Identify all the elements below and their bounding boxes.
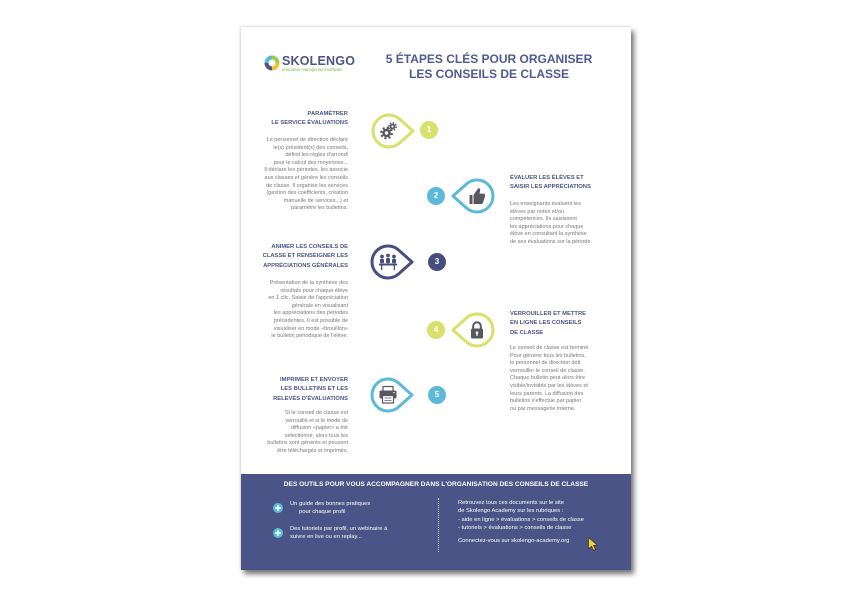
description-line: définit les règles d'arrondi [285,152,348,159]
step-icon-badge [370,244,414,280]
step-icon-badge [371,113,415,149]
step-heading-line: SAISIR LES APPRÉCIATIONS [510,184,591,191]
description-line: élève en consultant la synthèse [510,231,587,238]
step-heading [510,174,591,193]
description-line: compétences. Ils saisissent [510,216,577,223]
description-line: le personnel de direction doit [510,360,581,367]
description-line: verrouillé et si le mode de [285,417,348,424]
description-line: paramètre les bulletins. [291,205,348,212]
description-line: Pour générer tous les bulletins, [510,352,586,359]
description-line: pour le calcul des moyennes... [273,159,348,166]
step-heading-line: LES BULLETINS ET LES [280,386,348,393]
tool-line: pour chaque profil [299,509,346,516]
tool-line: suivre en live ou en replay... [290,534,362,541]
description-line: élèves par notes et/ou [510,208,565,215]
description-line: Les enseignants évaluent les [510,201,581,207]
step-description [510,201,592,247]
step-description [264,137,348,213]
step-heading [273,376,348,404]
document-page [241,27,631,570]
description-line: les appréciations des périodes [273,310,348,317]
tool-item [290,525,387,542]
step-description [267,410,348,456]
step-heading-line: LE SERVICE ÉVALUATIONS [271,120,348,127]
description-line: le(s) président(s) des conseils, [273,144,348,151]
step-icon-badge [451,178,495,214]
description-line: manuelle de services...) et [283,197,348,204]
tool-line: Des tutoriels par profil, un webinaire à [290,526,388,532]
description-line: résultats pour chaque élève [280,287,348,294]
description-line: Si le conseil de classe est [285,410,348,416]
description-line: le bulletin périodique de l'élève. [271,333,348,340]
step-heading [510,310,586,338]
step-number: 3 [428,253,446,271]
step-description [510,345,590,413]
description-line: visualiser en mode «brouillon» [273,325,348,332]
description-line: être téléchargés et imprimés. [277,447,348,454]
resources-text [458,499,584,532]
description-line: ou par messagerie interne. [510,405,576,412]
step-heading-line: PARAMÉTRER [307,111,348,117]
step-heading-line: EN LIGNE LES CONSEILS [510,320,582,327]
step-heading-line: CLASSE ET RENSEIGNER LES [262,253,348,260]
description-line: Le conseil de classe est terminé. [510,345,590,351]
logo-wordmark: SKOLENGO [282,54,356,68]
description-line: Chaque bulletin peut alors être [510,375,585,382]
academy-link[interactable]: Connectez-vous sur skolengo-academy.org [458,538,570,544]
description-line: Le personnel de direction déclare [266,137,348,143]
badge-outline [373,115,413,147]
description-line: en 1 clic. Saisie de l'appréciation [268,295,348,302]
title-line: LES CONSEILS DE CLASSE [408,67,570,81]
badge-outline [453,180,493,212]
step-icon-badge [451,312,495,348]
footer-title: DES OUTILS POUR VOUS ACCOMPAGNER DANS L'ORGANISATION DES CONSEILS DE CLASSE [283,481,589,488]
resources-line: - aide en ligne > évaluations > conseils de classe [458,516,585,523]
plus-icon [273,503,283,513]
page-title [347,52,631,82]
step-icon-badge [370,377,414,413]
step-number: 2 [427,187,445,205]
step-heading-line: ANIMER LES CONSEILS DE [271,244,348,250]
title-line: 5 ÉTAPES CLÉS POUR ORGANISER [385,52,593,66]
description-line: de ses évaluations sur la période. [510,238,592,245]
description-line: diffusion «papier» a été [290,425,348,432]
footer-divider [438,498,439,552]
resources-line: Retrouvez tous ces documents sur le site [458,500,565,506]
description-line: Présentation de la synthèse des [269,280,348,286]
cursor-arrow-icon [588,537,598,551]
step-number: 5 [428,386,446,404]
description-line: générale en visualisant [291,302,348,309]
step-description [268,280,348,341]
step-heading-line: APPRÉCIATIONS GÉNÉRALES [263,262,348,269]
description-line: de classe. Il organise les services [266,182,348,189]
description-line: bulletins s'effectue par papier [510,398,582,405]
description-line: visible/invisible par les élèves et [510,382,588,389]
description-line: bulletins sont générés et peuvent [267,440,348,447]
step-heading-line: RELEVÉS D'ÉVALUATIONS [273,395,348,402]
skolengo-logo-icon [264,55,280,71]
description-line: précédentes. Il est possible de [273,317,348,324]
description-line: leurs parents. La diffusion des [510,390,584,397]
step-number: 1 [420,121,438,139]
resources-line: - tutoriels > évaluations > conseils de classe [458,524,572,531]
step-heading-line: DE CLASSE [510,329,544,336]
description-line: Il déclare les périodes, les associe [264,167,348,174]
description-line: verrouiller le conseil de classe. [510,367,585,374]
step-heading [271,110,348,129]
step-number: 4 [427,321,445,339]
description-line: aux classes et génère les conseils [264,174,348,181]
tools-footer [241,474,631,570]
step-heading [263,243,348,271]
tool-item [290,500,370,517]
description-line: les appréciations pour chaque [510,223,584,230]
step-heading-line: IMPRIMER ET ENVOYER [280,377,348,383]
description-line: (gestion des coefficients, création [266,190,348,197]
description-line: sélectionné, alors tous les [284,432,348,439]
logo-tagline: education management software [282,67,343,72]
tool-line: Un guide des bonnes pratiques [290,501,371,507]
resources-line: de Skolengo Academy sur les rubriques : [458,508,564,515]
step-heading-line: ÉVALUER LES ÉLÈVES ET [510,175,584,181]
plus-icon [273,528,283,538]
step-heading-line: VERROUILLER ET METTRE [510,311,587,317]
